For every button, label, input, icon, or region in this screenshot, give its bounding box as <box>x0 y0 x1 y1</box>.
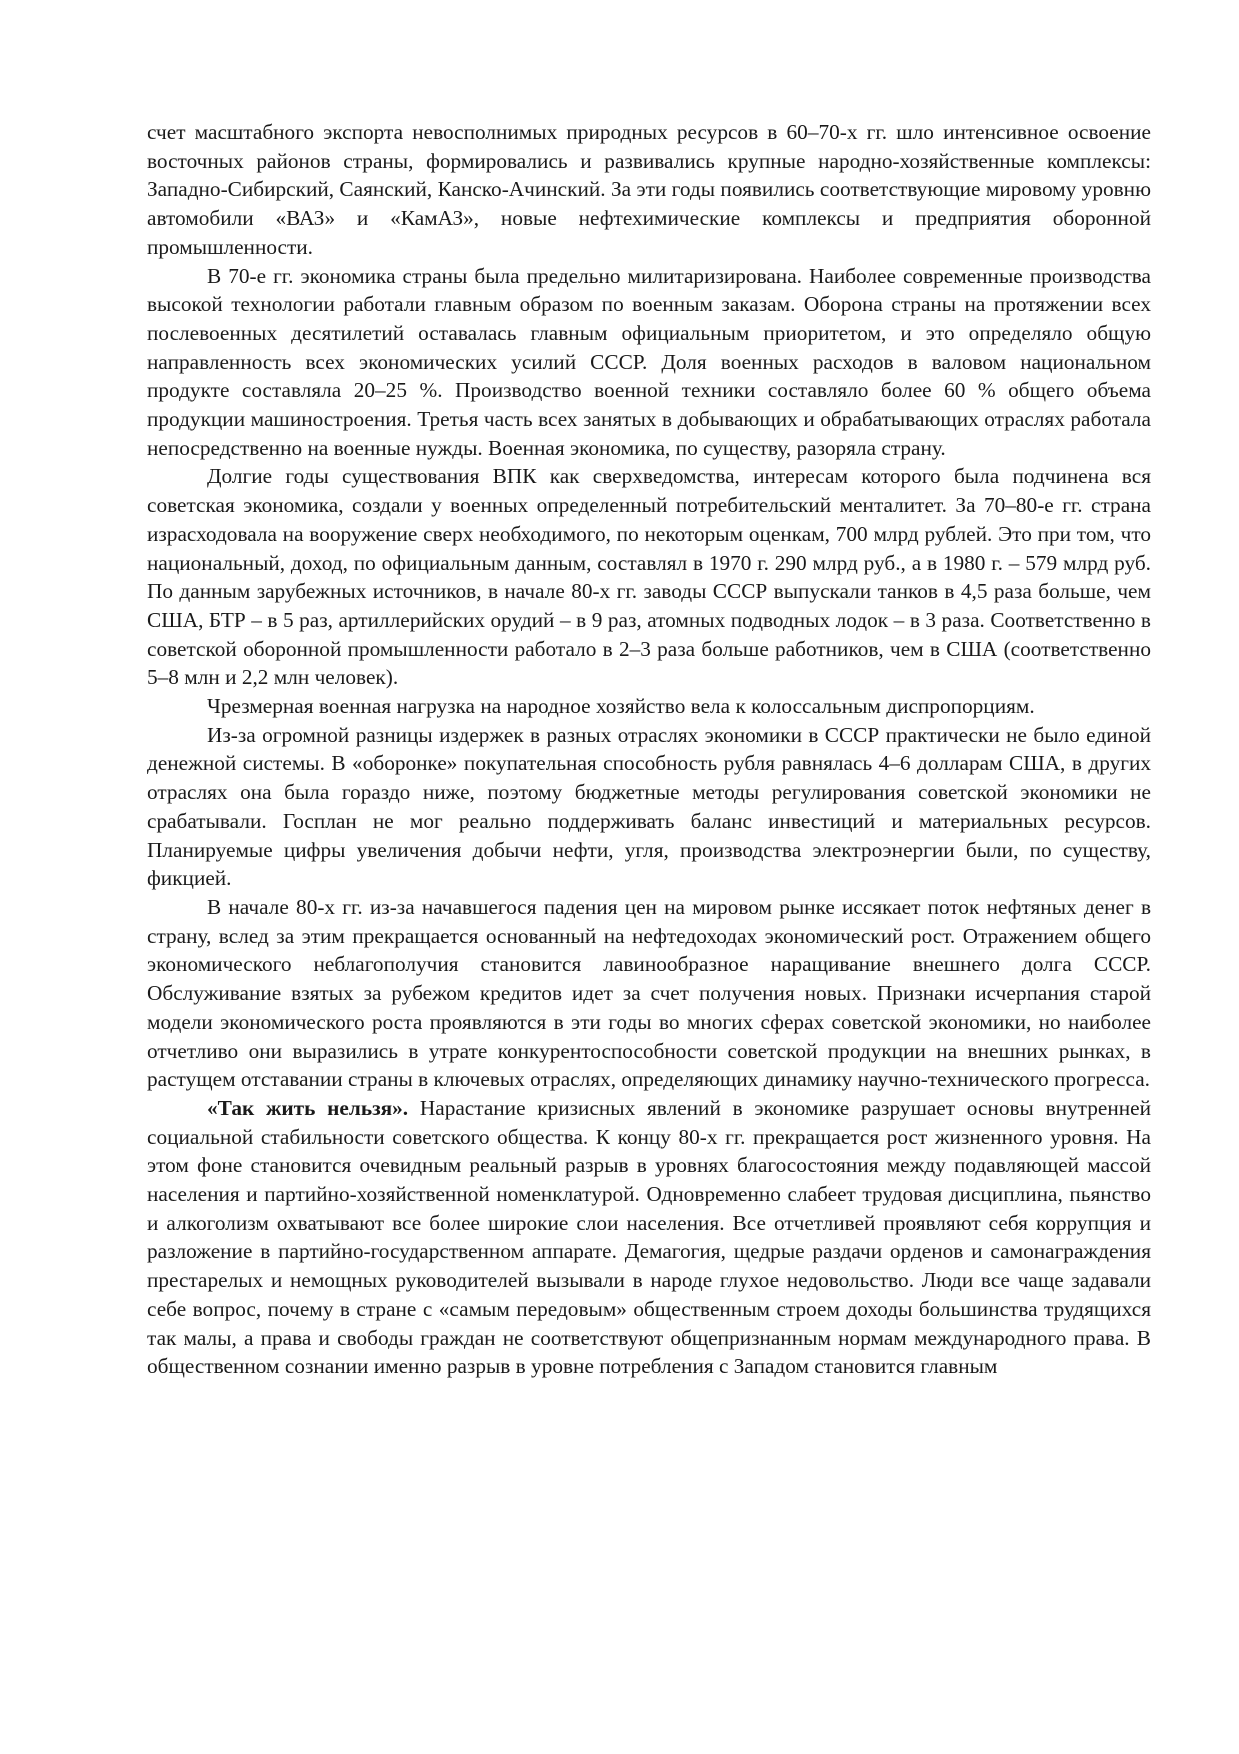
paragraph-oil-revenue: В начале 80-х гг. из-за начавшегося падения цен на мировом рынке иссякает поток нефтяных денег в страну, вслед за этим прекращается основанный на нефтедоходах экономический рост. Отражением общего экономического неблагополучия становится лавинообразное наращивание внешнего долга СССР. Обслуживание взятых за рубежом кредитов идет за счет получения новых. Признаки исчерпания старой модели экономического роста проявляются в эти годы во многих сферах советской экономики, но наиболее отчетливо они выразились в утрате конкурентоспособности советской продукции на внешних рынках, в растущем отставании страны в ключевых отраслях, определяющих динамику научно-технического прогресса. <box>147 894 1151 1092</box>
paragraph-militarization: В 70-е гг. экономика страны была предельно милитаризирована. Наиболее современные производства высокой технологии работали главным образом по военным заказам. Оборона страны на протяжении всех послевоенных десятилетий оставалась главным официальным приоритетом, и это определяло общую направленность всех экономических усилий СССР. Доля военных расходов в валовом национальном продукте составляла 20–25 %. Производство военной техники составляло более 60 % общего объема продукции машиностроения. Третья часть всех занятых в добывающих и обрабатывающих отраслях работала непосредственно на военные нужды. Военная экономика, по существу, разоряла страну. <box>147 263 1151 460</box>
paragraph-body: Нарастание кризисных явлений в экономике разрушает основы внутренней социальной стабильности советского общества. К концу 80-х гг. прекращается рост жизненного уровня. На этом фоне становится очевидным реальный разрыв в уровнях благосостояния между подавляющей массой населения и партийно-хозяйственной номенклатурой. Одновременно слабеет трудовая дисциплина, пьянство и алкоголизм охватывают все более широкие слои населения. Все отчетливей проявляют себя коррупция и разложение в партийно-государственном аппарате. Демагогия, щедрые раздачи орденов и самонаграждения престарелых и немощных руководителей вызывали в народе глухое недовольство. Люди все чаще задавали себе вопрос, почему в стране с «самым передовым» общественным строем доходы большинства трудящихся так малы, а права и свободы граждан не соответствуют общепризнанным нормам международного права. В общественном сознании именно разрыв в уровне потребления с Западом становится главным <box>147 1095 1151 1379</box>
paragraph-cant-live-like-this <box>147 1094 1151 1381</box>
paragraph-monetary-system: Из-за огромной разницы издержек в разных отраслях экономики в СССР практически не было единой денежной системы. В «оборонке» покупательная способность рубля равнялась 4–6 долларам США, в других отраслях она была гораздо ниже, поэтому бюджетные методы регулирования советской экономики не срабатывали. Госплан не мог реально поддерживать баланс инвестиций и материальных ресурсов. Планируемые цифры увеличения добычи нефти, угля, производства электроэнергии были, по существу, фикцией. <box>147 722 1151 891</box>
paragraph-lead-heading: «Так жить нельзя». <box>207 1095 409 1120</box>
paragraph-military-industrial-complex: Долгие годы существования ВПК как сверхведомства, интересам которого была подчинена вся советская экономика, создали у военных определенный потребительский менталитет. За 70–80-е гг. страна израсходовала на вооружение сверх необходимого, по некоторым оценкам, 700 млрд рублей. Это при том, что национальный, доход, по официальным данным, составлял в 1970 г. 290 млрд руб., а в 1980 г. – 579 млрд руб. По данным зарубежных источников, в начале 80-х гг. заводы СССР выпускали танков в 4,5 раза больше, чем США, БТР – в 5 раз, артиллерийских орудий – в 9 раз, атомных подводных лодок – в 3 раза. Соответственно в советской оборонной промышленности работало в 2–3 раза больше работников, чем в США (соответственно 5–8 млн и 2,2 млн человек). <box>147 464 1151 690</box>
paragraph-disproportions: Чрезмерная военная нагрузка на народное хозяйство вела к колоссальным диспропорциям. <box>207 694 1035 719</box>
paragraph-exports: счет масштабного экспорта невосполнимых природных ресурсов в 60–70-х гг. шло интенсивное освоение восточных районов страны, формировались и развивались крупные народно-хозяйственные комплексы: Западно-Сибирский, Саянский, Канско-Ачинский. За эти годы появились соответствующие мировому уровню автомобили «ВАЗ» и «КамАЗ», новые нефтехимические комплексы и предприятия оборонной промышленности. <box>147 120 1151 259</box>
document-page <box>147 118 1151 1381</box>
